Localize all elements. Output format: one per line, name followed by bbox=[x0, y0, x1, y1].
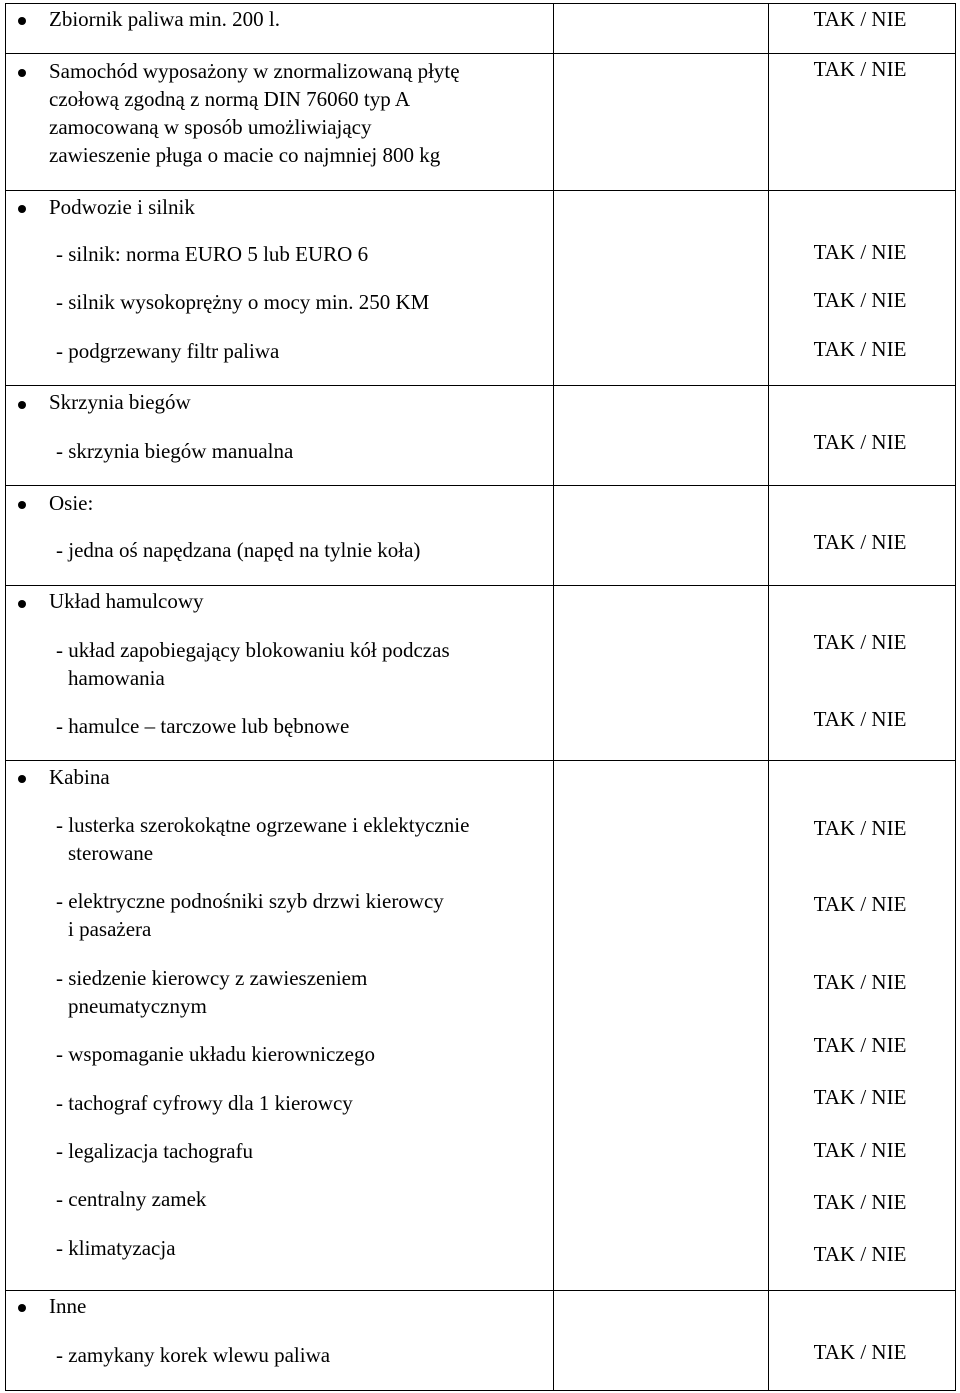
requirement-item: - hamulce – tarczowe lub bębnowe bbox=[56, 714, 350, 738]
yes-no-field: TAK / NIE bbox=[813, 1033, 907, 1057]
table-border-vertical bbox=[955, 3, 956, 1391]
section-heading: zawieszenie pługa o macie co najmniej 800 kg bbox=[49, 143, 441, 167]
requirement-item: - legalizacja tachografu bbox=[56, 1139, 254, 1163]
requirement-item: - wspomaganie układu kierowniczego bbox=[56, 1042, 375, 1066]
section-heading: Układ hamulcowy bbox=[49, 589, 204, 613]
requirement-item: - klimatyzacja bbox=[56, 1236, 176, 1260]
section-heading: Skrzynia biegów bbox=[49, 390, 191, 414]
table-border-horizontal bbox=[5, 585, 955, 586]
section-heading: Osie: bbox=[49, 491, 94, 515]
requirement-item: - skrzynia biegów manualna bbox=[56, 439, 294, 463]
table-border-horizontal bbox=[5, 1390, 955, 1391]
yes-no-field: TAK / NIE bbox=[813, 288, 907, 312]
table-border-horizontal bbox=[5, 53, 955, 54]
bullet-icon bbox=[18, 205, 26, 213]
yes-no-field: TAK / NIE bbox=[813, 892, 907, 916]
bullet-icon bbox=[18, 600, 26, 608]
section-heading: czołową zgodną z normą DIN 76060 typ A bbox=[49, 87, 410, 111]
yes-no-field: TAK / NIE bbox=[813, 630, 907, 654]
bullet-icon bbox=[18, 401, 26, 409]
yes-no-field: TAK / NIE bbox=[813, 240, 907, 264]
requirement-item: i pasażera bbox=[68, 917, 152, 941]
bullet-icon bbox=[18, 69, 26, 77]
yes-no-field: TAK / NIE bbox=[813, 816, 907, 840]
requirement-item: - jedna oś napędzana (napęd na tylnie koła) bbox=[56, 538, 421, 562]
yes-no-field: TAK / NIE bbox=[813, 1190, 907, 1214]
yes-no-field: TAK / NIE bbox=[813, 1085, 907, 1109]
section-heading: Zbiornik paliwa min. 200 l. bbox=[49, 7, 280, 31]
table-border-vertical bbox=[553, 3, 554, 1391]
yes-no-field: TAK / NIE bbox=[813, 1138, 907, 1162]
table-border-horizontal bbox=[5, 385, 955, 386]
requirement-item: - siedzenie kierowcy z zawieszeniem bbox=[56, 966, 368, 990]
yes-no-field: TAK / NIE bbox=[813, 1340, 907, 1364]
yes-no-field: TAK / NIE bbox=[813, 7, 907, 31]
requirement-item: - tachograf cyfrowy dla 1 kierowcy bbox=[56, 1091, 353, 1115]
requirement-item: - podgrzewany filtr paliwa bbox=[56, 339, 280, 363]
requirement-item: - silnik wysokoprężny o mocy min. 250 KM bbox=[56, 290, 430, 314]
yes-no-field: TAK / NIE bbox=[813, 707, 907, 731]
yes-no-field: TAK / NIE bbox=[813, 970, 907, 994]
requirement-item: - silnik: norma EURO 5 lub EURO 6 bbox=[56, 242, 369, 266]
yes-no-field: TAK / NIE bbox=[813, 337, 907, 361]
requirement-item: - elektryczne podnośniki szyb drzwi kierowcy bbox=[56, 889, 444, 913]
yes-no-field: TAK / NIE bbox=[813, 430, 907, 454]
bullet-icon bbox=[18, 17, 26, 25]
bullet-icon bbox=[18, 775, 26, 783]
yes-no-field: TAK / NIE bbox=[813, 57, 907, 81]
section-heading: Samochód wyposażony w znormalizowaną płytę bbox=[49, 59, 460, 83]
bullet-icon bbox=[18, 501, 26, 509]
table-border-horizontal bbox=[5, 485, 955, 486]
table-border-horizontal bbox=[5, 760, 955, 761]
section-heading: zamocowaną w sposób umożliwiający bbox=[49, 115, 372, 139]
requirement-item: pneumatycznym bbox=[68, 994, 207, 1018]
table-border-vertical bbox=[5, 3, 6, 1391]
yes-no-field: TAK / NIE bbox=[813, 530, 907, 554]
bullet-icon bbox=[18, 1304, 26, 1312]
requirement-item: - lusterka szerokokątne ogrzewane i eklektycznie bbox=[56, 813, 470, 837]
requirement-item: hamowania bbox=[68, 666, 165, 690]
section-heading: Kabina bbox=[49, 765, 110, 789]
requirement-item: - centralny zamek bbox=[56, 1187, 207, 1211]
requirement-item: - układ zapobiegający blokowaniu kół podczas bbox=[56, 638, 450, 662]
table-border-horizontal bbox=[5, 190, 955, 191]
requirement-item: sterowane bbox=[68, 841, 154, 865]
table-border-vertical bbox=[768, 3, 769, 1391]
requirement-item: - zamykany korek wlewu paliwa bbox=[56, 1343, 331, 1367]
table-border-horizontal bbox=[5, 1290, 955, 1291]
table-border-horizontal bbox=[5, 3, 955, 4]
section-heading: Inne bbox=[49, 1294, 87, 1318]
section-heading: Podwozie i silnik bbox=[49, 195, 195, 219]
yes-no-field: TAK / NIE bbox=[813, 1242, 907, 1266]
